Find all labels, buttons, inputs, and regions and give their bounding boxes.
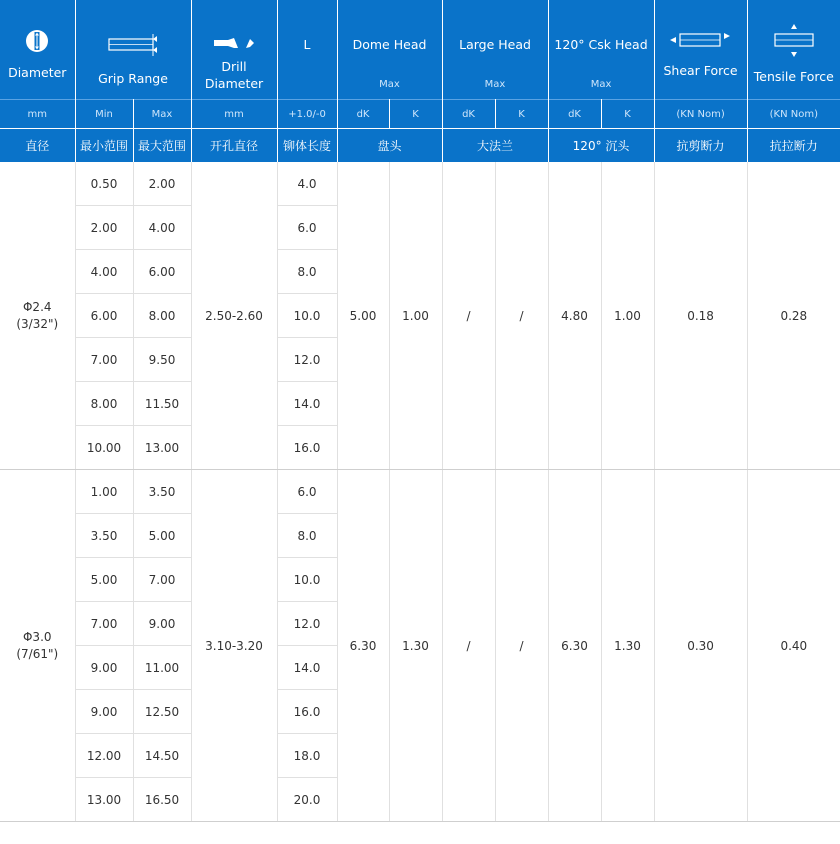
diameter-inch: (7/61") — [16, 646, 59, 661]
unit-dome-k: K — [389, 100, 442, 129]
grip-max-cell: 3.50 — [133, 470, 191, 514]
shear-force-icon — [668, 28, 734, 48]
unit-csk-dk: dK — [548, 100, 601, 129]
grip-max-cell: 13.00 — [133, 426, 191, 470]
csk-dk-cell: 6.30 — [548, 470, 601, 822]
diameter-value: Φ2.4 — [22, 299, 52, 314]
header-csk-label: 120° Csk Head — [554, 37, 648, 52]
diameter-value: Φ3.0 — [22, 629, 52, 644]
header-tensile-label: Tensile Force — [753, 69, 834, 84]
header-row-units — [0, 100, 840, 129]
grip-min-cell: 4.00 — [75, 250, 133, 294]
dome-dk-cell: 6.30 — [337, 470, 389, 822]
header-tensile-force — [747, 0, 840, 100]
cn-csk: 120° 沉头 — [548, 129, 654, 163]
tensile-cell: 0.40 — [747, 470, 840, 822]
grip-max-cell: 5.00 — [133, 514, 191, 558]
grip-min-cell: 13.00 — [75, 778, 133, 822]
header-shear-force — [654, 0, 747, 100]
grip-min-cell: 0.50 — [75, 162, 133, 206]
grip-max-cell: 12.50 — [133, 690, 191, 734]
grip-max-cell: 4.00 — [133, 206, 191, 250]
grip-min-cell: 2.00 — [75, 206, 133, 250]
diameter-inch: (3/32") — [16, 316, 59, 331]
grip-min-cell: 9.00 — [75, 646, 133, 690]
dome-k-cell: 1.00 — [389, 162, 442, 470]
large-k-cell: / — [495, 470, 548, 822]
unit-shear: (KN Nom) — [654, 100, 747, 129]
grip-max-cell: 9.50 — [133, 338, 191, 382]
unit-grip-max: Max — [133, 100, 191, 129]
grip-max-cell: 6.00 — [133, 250, 191, 294]
length-cell: 8.0 — [277, 514, 337, 558]
header-diameter-label: Diameter — [8, 65, 67, 80]
grip-min-cell: 6.00 — [75, 294, 133, 338]
drill-bit-icon — [212, 36, 256, 50]
table-row — [0, 162, 840, 206]
grip-max-cell: 9.00 — [133, 602, 191, 646]
header-large-sub: Max — [484, 79, 506, 90]
tensile-cell: 0.28 — [747, 162, 840, 470]
cn-dome: 盘头 — [337, 129, 442, 163]
length-cell: 10.0 — [277, 558, 337, 602]
length-cell: 6.0 — [277, 206, 337, 250]
csk-k-cell: 1.00 — [601, 162, 654, 470]
grip-min-cell: 5.00 — [75, 558, 133, 602]
drill-cell: 3.10-3.20 — [191, 470, 277, 822]
length-cell: 6.0 — [277, 470, 337, 514]
large-dk-cell: / — [442, 162, 495, 470]
grip-max-cell: 2.00 — [133, 162, 191, 206]
length-cell: 8.0 — [277, 250, 337, 294]
grip-min-cell: 3.50 — [75, 514, 133, 558]
cn-grip-max: 最大范围 — [133, 129, 191, 163]
header-shear-label: Shear Force — [663, 63, 738, 78]
grip-min-cell: 7.00 — [75, 338, 133, 382]
unit-diameter: mm — [0, 100, 75, 129]
length-cell: 20.0 — [277, 778, 337, 822]
header-large-head — [442, 0, 548, 100]
header-dome-label: Dome Head — [352, 37, 427, 52]
header-csk-sub: Max — [590, 79, 612, 90]
length-cell: 16.0 — [277, 690, 337, 734]
drill-cell: 2.50-2.60 — [191, 162, 277, 470]
length-cell: 12.0 — [277, 338, 337, 382]
grip-min-cell: 12.00 — [75, 734, 133, 778]
length-cell: 14.0 — [277, 646, 337, 690]
header-grip-range — [75, 0, 191, 100]
length-cell: 10.0 — [277, 294, 337, 338]
cn-grip-min: 最小范围 — [75, 129, 133, 163]
grip-max-cell: 8.00 — [133, 294, 191, 338]
grip-min-cell: 10.00 — [75, 426, 133, 470]
header-row-titles — [0, 0, 840, 100]
grip-min-cell: 8.00 — [75, 382, 133, 426]
unit-tensile: (KN Nom) — [747, 100, 840, 129]
cn-shear: 抗剪断力 — [654, 129, 747, 163]
header-dome-sub: Max — [379, 79, 400, 90]
length-cell: 16.0 — [277, 426, 337, 470]
shear-cell: 0.18 — [654, 162, 747, 470]
grip-range-icon — [103, 30, 163, 60]
length-cell: 14.0 — [277, 382, 337, 426]
length-cell: 18.0 — [277, 734, 337, 778]
large-dk-cell: / — [442, 470, 495, 822]
table-row — [0, 470, 840, 514]
diameter-cell — [0, 162, 75, 470]
header-csk-head — [548, 0, 654, 100]
diameter-cell — [0, 470, 75, 822]
cn-tensile: 抗拉断力 — [747, 129, 840, 163]
cn-large: 大法兰 — [442, 129, 548, 163]
length-cell: 4.0 — [277, 162, 337, 206]
tensile-force-icon — [772, 22, 816, 60]
header-drill — [191, 0, 277, 100]
csk-dk-cell: 4.80 — [548, 162, 601, 470]
grip-max-cell: 14.50 — [133, 734, 191, 778]
header-length-label: L — [303, 37, 311, 52]
header-length — [277, 0, 337, 100]
grip-max-cell: 11.50 — [133, 382, 191, 426]
cn-diameter: 直径 — [0, 129, 75, 163]
length-cell: 12.0 — [277, 602, 337, 646]
header-dome-head — [337, 0, 442, 100]
unit-dome-dk: dK — [337, 100, 389, 129]
dome-dk-cell: 5.00 — [337, 162, 389, 470]
unit-drill: mm — [191, 100, 277, 129]
cn-length: 铆体长度 — [277, 129, 337, 163]
grip-min-cell: 7.00 — [75, 602, 133, 646]
large-k-cell: / — [495, 162, 548, 470]
grip-min-cell: 9.00 — [75, 690, 133, 734]
dome-k-cell: 1.30 — [389, 470, 442, 822]
unit-grip-min: Min — [75, 100, 133, 129]
grip-max-cell: 7.00 — [133, 558, 191, 602]
cn-drill: 开孔直径 — [191, 129, 277, 163]
shear-cell: 0.30 — [654, 470, 747, 822]
rivet-head-icon — [24, 28, 50, 54]
header-large-label: Large Head — [459, 37, 531, 52]
csk-k-cell: 1.30 — [601, 470, 654, 822]
header-drill-label: Drill Diameter — [204, 59, 264, 91]
header-grip-label: Grip Range — [98, 71, 168, 86]
unit-csk-k: K — [601, 100, 654, 129]
unit-large-k: K — [495, 100, 548, 129]
header-diameter — [0, 0, 75, 100]
grip-max-cell: 16.50 — [133, 778, 191, 822]
unit-large-dk: dK — [442, 100, 495, 129]
grip-max-cell: 11.00 — [133, 646, 191, 690]
unit-length: +1.0/-0 — [277, 100, 337, 129]
header-row-chinese — [0, 129, 840, 163]
spec-table-body — [0, 162, 840, 822]
grip-min-cell: 1.00 — [75, 470, 133, 514]
